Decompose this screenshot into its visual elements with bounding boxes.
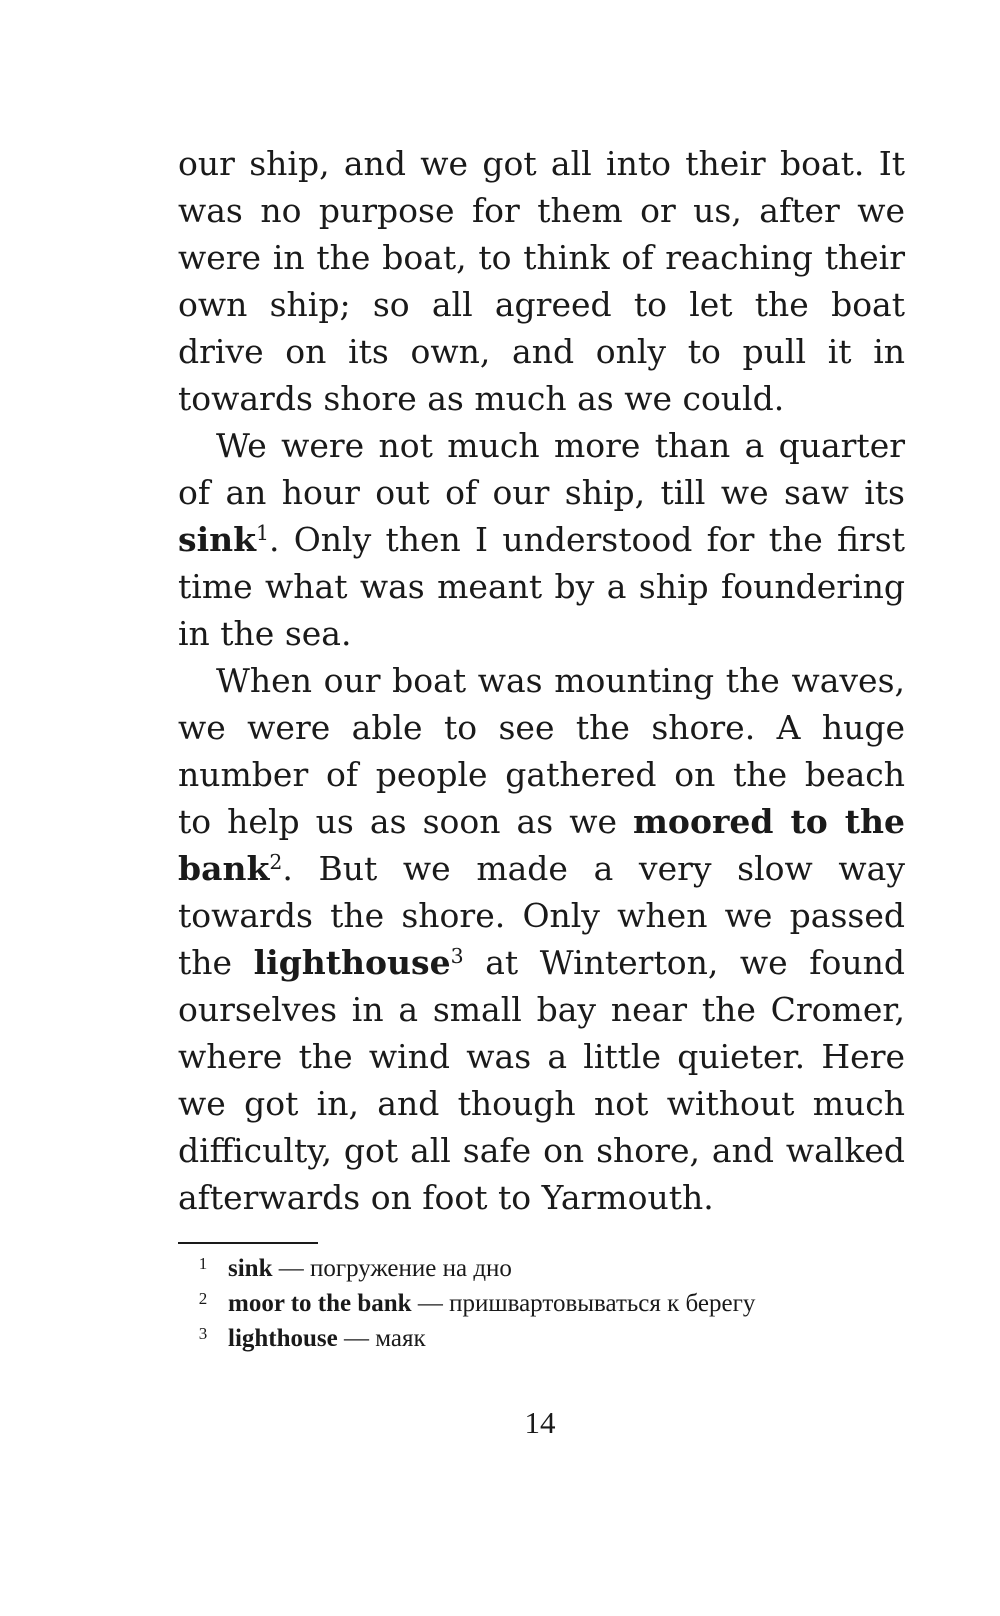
footnote-ref-3[interactable]: 3: [450, 943, 464, 968]
footnote-ref-1[interactable]: 1: [255, 520, 269, 545]
paragraph-2: [178, 422, 905, 657]
paragraph-1-text: our ship, and we got all into their boat. It was no purpose for them or us, after we were in the boat, to think of reaching their own ship; so all agreed to let the boat drive on its own, and only to pull it in towards shore as much as we could.: [178, 144, 905, 418]
paragraph-3-part-1: When our boat was mounting the waves, we were able to see the shore. A huge number of people gathered on the beach to help us as soon as we: [178, 661, 905, 841]
paragraph-3-part-3: at Winterton, we found ourselves in a small bay near the Cromer, where the wind was a little quieter. Here we got in, and though not without much difficulty, got all safe on shore, and walked afterwards on foot to Yarmouth.: [178, 943, 905, 1217]
footnote-gloss: — погружение на дно: [272, 1255, 512, 1282]
footnote-number: 1: [198, 1254, 208, 1273]
footnote-2: [178, 1287, 938, 1322]
footnote-1: [178, 1252, 938, 1287]
footnote-3: [178, 1322, 938, 1357]
footnote-gloss: — пришвартовываться к берегу: [411, 1290, 756, 1317]
paragraph-3-part-2: . But we made a very slow way towards the shore. Only when we passed the: [178, 849, 905, 982]
footnote-gloss: — маяк: [337, 1325, 426, 1352]
paragraph-3: [178, 657, 905, 1221]
footnote-number: 2: [198, 1289, 208, 1308]
footnote-divider: [178, 1242, 318, 1244]
glossary-term-sink: sink: [178, 520, 256, 559]
paragraph-2-before: We were not much more than a quarter of an hour out of our ship, till we saw its: [178, 426, 905, 512]
footnotes: [178, 1252, 938, 1357]
page-number: 14: [524, 1405, 556, 1440]
footnote-number: 3: [198, 1324, 208, 1343]
main-text: [178, 140, 905, 1221]
footnote-term: moor to the bank: [228, 1290, 412, 1317]
footnote-ref-2[interactable]: 2: [269, 849, 283, 874]
footnote-term: sink: [228, 1255, 273, 1282]
footnote-term: lighthouse: [228, 1325, 338, 1352]
glossary-term-moored: moored to the bank: [178, 802, 905, 888]
paragraph-2-after: . Only then I understood for the first time what was meant by a ship foundering in the sea.: [178, 520, 905, 653]
paragraph-1: [178, 140, 905, 422]
glossary-term-lighthouse: lighthouse: [253, 943, 451, 982]
